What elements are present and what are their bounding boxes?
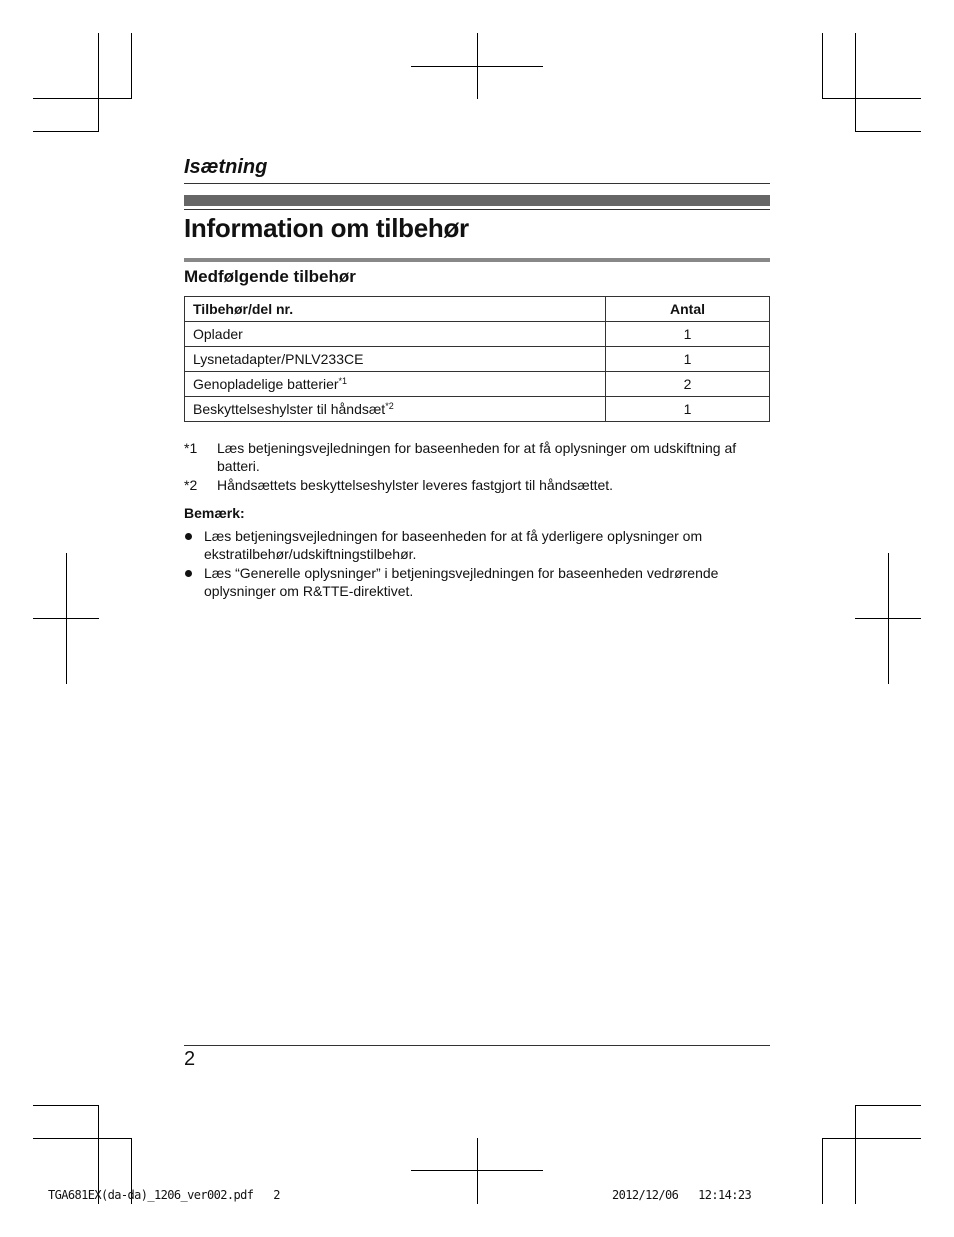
footnote xyxy=(184,439,770,475)
table-row xyxy=(185,397,770,422)
print-datetime: 2012/12/06 12:14:23 xyxy=(612,1188,752,1202)
crop-mark xyxy=(822,1138,921,1139)
note-text: Læs betjeningsvejledningen for baseenheden for at få yderligere oplysninger om ekstratilbehør/udskiftningstilbehør. xyxy=(204,528,703,562)
crop-mark xyxy=(477,1138,478,1204)
crop-mark xyxy=(66,553,67,684)
crop-mark xyxy=(33,98,131,99)
table-row xyxy=(185,347,770,372)
subsection-title: Medfølgende tilbehør xyxy=(184,267,356,286)
crop-mark xyxy=(855,1105,921,1106)
crop-mark xyxy=(855,1105,856,1204)
crop-mark xyxy=(33,1138,131,1139)
title-rule xyxy=(184,209,770,210)
title-underline xyxy=(184,258,770,262)
column-header-part: Tilbehør/del nr. xyxy=(185,297,606,322)
crop-mark xyxy=(822,98,921,99)
crop-mark xyxy=(855,131,921,132)
header-rule xyxy=(184,183,770,184)
table-row xyxy=(185,322,770,347)
note-item xyxy=(184,527,770,563)
footnote-mark: *2 xyxy=(184,477,198,493)
bullet-icon xyxy=(185,533,192,540)
cell-qty: 1 xyxy=(606,397,770,422)
section-title: Isætning xyxy=(184,156,268,178)
crop-mark xyxy=(855,33,856,131)
cell-part: Beskyttelseshylster til håndsæt$^{*2}$ xyxy=(185,397,606,422)
note-item xyxy=(184,564,770,600)
bullet-icon xyxy=(185,570,192,577)
crop-mark xyxy=(33,131,99,132)
column-header-qty: Antal xyxy=(606,297,770,322)
crop-mark xyxy=(822,33,823,99)
footnote xyxy=(184,476,770,494)
cell-qty: 1 xyxy=(606,347,770,372)
cell-qty: 2 xyxy=(606,372,770,397)
page-title: Information om tilbehør xyxy=(184,213,469,243)
crop-mark xyxy=(33,1105,99,1106)
table-header-row xyxy=(185,297,770,322)
crop-mark xyxy=(822,1138,823,1204)
page-number: 2 xyxy=(184,1048,196,1070)
crop-mark xyxy=(131,33,132,99)
note-text: Læs “Generelle oplysninger” i betjeningsvejledningen for baseenheden vedrørende oplysninger om R&TTE-direktivet. xyxy=(204,565,719,599)
footnote-text: Læs betjeningsvejledningen for baseenheden for at få oplysninger om udskiftning af batteri. xyxy=(217,440,737,474)
footnote-mark: *1 xyxy=(184,440,198,456)
crop-mark xyxy=(477,33,478,99)
footer-rule xyxy=(184,1045,770,1046)
cell-part: Genopladelige batterier$^{*1}$ xyxy=(185,372,606,397)
footnote-text: Håndsættets beskyttelseshylster leveres fastgjort til håndsættet. xyxy=(217,477,614,493)
crop-mark xyxy=(888,553,889,684)
print-file-name: TGA681EX(da-da)_1206_ver002.pdf 2 xyxy=(48,1188,280,1202)
crop-mark xyxy=(98,33,99,131)
cell-qty: 1 xyxy=(606,322,770,347)
table-row xyxy=(185,372,770,397)
title-bar xyxy=(184,195,770,206)
cell-part: Oplader xyxy=(185,322,606,347)
note-label: Bemærk: xyxy=(184,505,245,521)
accessories-table xyxy=(184,296,770,422)
cell-part: Lysnetadapter/PNLV233CE xyxy=(185,347,606,372)
